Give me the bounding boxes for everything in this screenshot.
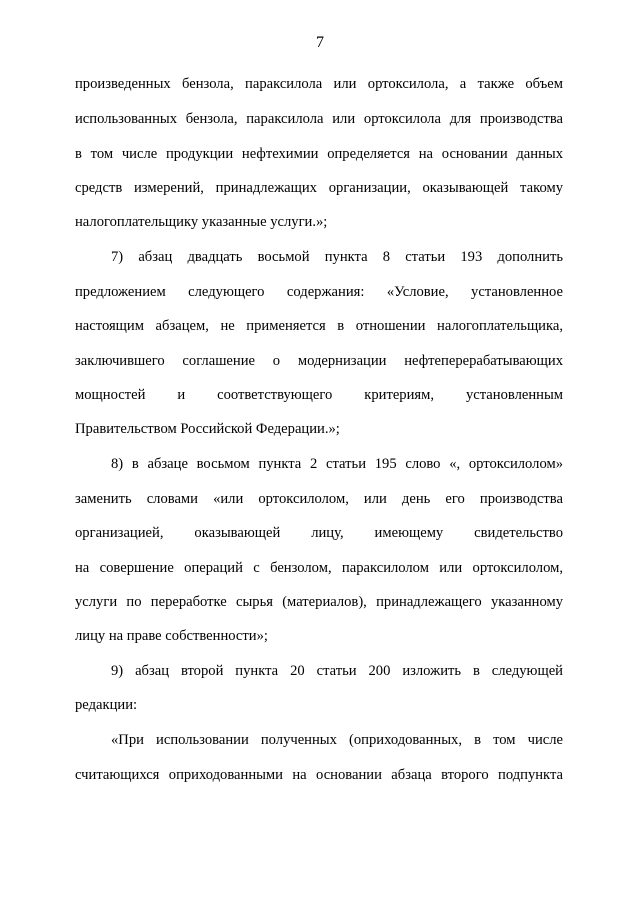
text-line: использованных бензола, параксилола или ортоксилола для производства <box>75 111 563 127</box>
text-line: считающихся оприходованными на основании абзаца второго подпункта <box>75 767 563 783</box>
text-line: услуги по переработке сырья (материалов), принадлежащего указанному <box>75 594 563 610</box>
text-line: настоящим абзацем, не применяется в отношении налогоплательщика, <box>75 318 563 334</box>
text-line: налогоплательщику указанные услуги.»; <box>75 214 328 230</box>
text-line: 7) абзац двадцать восьмой пункта 8 статьи 193 дополнить <box>111 249 563 265</box>
text-line: лицу на праве собственности»; <box>75 628 268 644</box>
text-line: «При использовании полученных (оприходованных, в том числе <box>111 732 563 748</box>
text-line: заключившего соглашение о модернизации нефтеперерабатывающих <box>75 353 563 369</box>
text-line: заменить словами «или ортоксилолом, или день его производства <box>75 491 563 507</box>
text-line: произведенных бензола, параксилола или ортоксилола, а также объем <box>75 76 563 92</box>
text-line: в том числе продукции нефтехимии определяется на основании данных <box>75 146 563 162</box>
text-line: редакции: <box>75 697 138 713</box>
page-number: 7 <box>316 34 324 51</box>
text-line: предложением следующего содержания: «Условие, установленное <box>75 284 563 300</box>
text-line: на совершение операций с бензолом, параксилолом или ортоксилолом, <box>75 560 563 576</box>
text-line: средств измерений, принадлежащих организации, оказывающей такому <box>75 180 563 196</box>
text-line: мощностей и соответствующего критериям, установленным <box>75 387 563 403</box>
text-line: 9) абзац второй пункта 20 статьи 200 изложить в следующей <box>111 663 563 679</box>
text-line: организацией, оказывающей лицу, имеющему свидетельство <box>75 525 563 541</box>
text-line: Правительством Российской Федерации.»; <box>75 421 340 437</box>
text-line: 8) в абзаце восьмом пункта 2 статьи 195 слово «, ортоксилолом» <box>111 456 563 472</box>
